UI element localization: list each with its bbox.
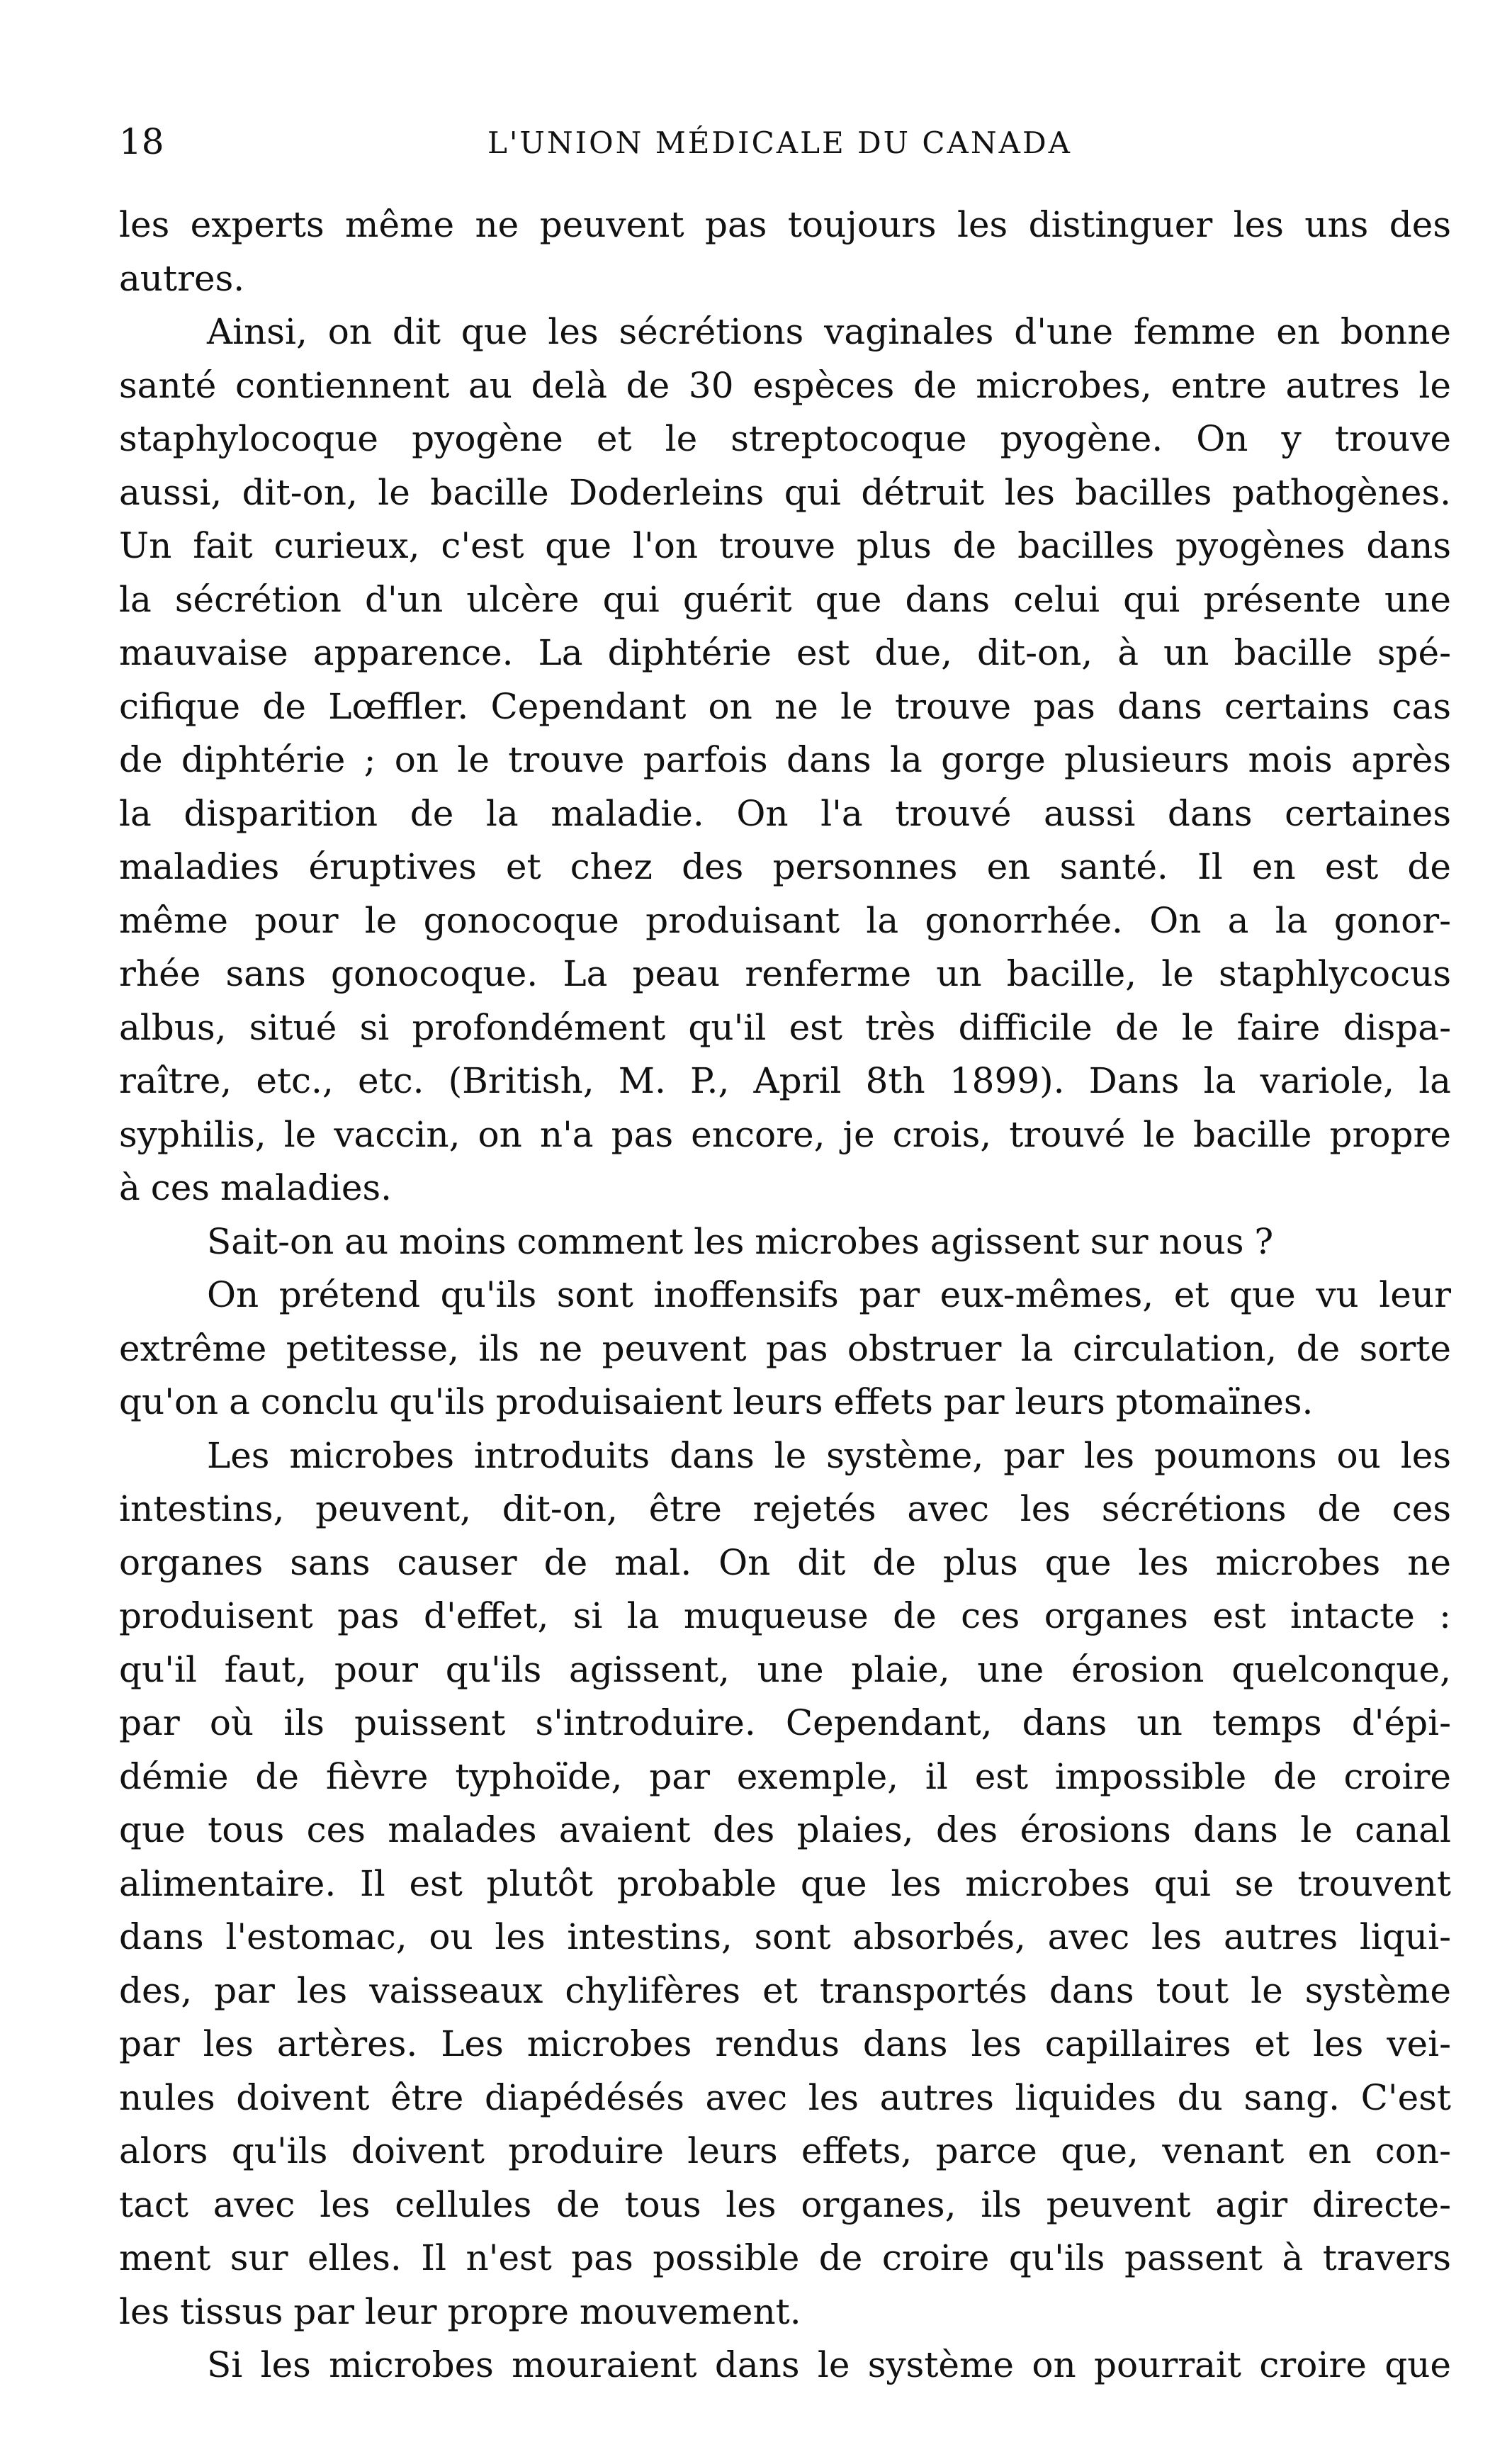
text-line: organes sans causer de mal. On dit de plus que les microbes ne: [119, 1541, 1451, 1583]
text-line: dans l'estomac, ou les intestins, sont absorbés, avec les autres liqui-: [119, 1916, 1451, 1957]
text-line: intestins, peuvent, dit-on, être rejetés avec les sécrétions de ces: [119, 1488, 1451, 1529]
text-line: ment sur elles. Il n'est pas possible de croire qu'ils passent à travers: [119, 2237, 1451, 2278]
text-line: par les artères. Les microbes rendus dans les capillaires et les vei-: [119, 2023, 1451, 2064]
text-line: des, par les vaisseaux chylifères et transportés dans tout le système: [119, 1969, 1451, 2011]
text-line: Sait-on au moins comment les microbes agissent sur nous ?: [207, 1220, 1274, 1262]
text-line: autres.: [119, 257, 245, 299]
text-line: aussi, dit-on, le bacille Doderleins qui détruit les bacilles pathogènes.: [119, 471, 1451, 513]
text-line: à ces maladies.: [119, 1167, 393, 1208]
text-line: raître, etc., etc. (British, M. P., April 8th 1899). Dans la variole, la: [119, 1060, 1451, 1101]
text-line: les experts même ne peuvent pas toujours les distinguer les uns des: [119, 204, 1451, 245]
text-line: staphylocoque pyogène et le streptocoque pyogène. On y trouve: [119, 418, 1451, 459]
text-line: qu'il faut, pour qu'ils agissent, une plaie, une érosion quelconque,: [119, 1648, 1451, 1690]
text-line: rhée sans gonocoque. La peau renferme un bacille, le staphlycocus: [119, 953, 1451, 994]
text-line: alimentaire. Il est plutôt probable que les microbes qui se trouvent: [119, 1862, 1451, 1904]
text-line: alors qu'ils doivent produire leurs effets, parce que, venant en con-: [119, 2130, 1451, 2171]
text-line: démie de fièvre typhoïde, par exemple, il est impossible de croire: [119, 1755, 1451, 1797]
text-line: la sécrétion d'un ulcère qui guérit que dans celui qui présente une: [119, 578, 1451, 620]
text-line: cifique de Lœffler. Cependant on ne le trouve pas dans certains cas: [119, 685, 1451, 727]
text-line: extrême petitesse, ils ne peuvent pas obstruer la circulation, de sorte: [119, 1327, 1451, 1369]
text-line: qu'on a conclu qu'ils produisaient leurs effets par leurs ptomaïnes.: [119, 1381, 1314, 1422]
text-line: produisent pas d'effet, si la muqueuse de ces organes est intacte :: [119, 1595, 1451, 1636]
journal-title: L'UNION MÉDICALE DU CANADA: [487, 125, 1072, 160]
text-line: Si les microbes mouraient dans le système on pourrait croire que: [207, 2344, 1451, 2385]
text-line: que tous ces malades avaient des plaies, des érosions dans le canal: [119, 1809, 1451, 1850]
text-line: albus, situé si profondément qu'il est très difficile de le faire dispa-: [119, 1006, 1451, 1048]
text-line: On prétend qu'ils sont inoffensifs par eux-mêmes, et que vu leur: [207, 1274, 1451, 1315]
body-text: [119, 198, 1451, 2392]
text-line: de diphtérie ; on le trouve parfois dans la gorge plusieurs mois après: [119, 739, 1451, 780]
text-line: les tissus par leur propre mouvement.: [119, 2290, 801, 2332]
text-line: même pour le gonocoque produisant la gonorrhée. On a la gonor-: [119, 899, 1451, 941]
document-page: [119, 120, 1451, 2392]
text-line: santé contiennent au delà de 30 espèces de microbes, entre autres le: [119, 364, 1451, 406]
text-line: tact avec les cellules de tous les organes, ils peuvent agir directe-: [119, 2183, 1451, 2225]
text-line: Un fait curieux, c'est que l'on trouve plus de bacilles pyogènes dans: [119, 525, 1451, 566]
text-line: nules doivent être diapédésés avec les autres liquides du sang. C'est: [119, 2076, 1451, 2118]
text-line: syphilis, le vaccin, on n'a pas encore, je crois, trouvé le bacille propre: [119, 1113, 1451, 1155]
running-head: [119, 120, 1451, 170]
text-line: par où ils puissent s'introduire. Cependant, dans un temps d'épi-: [119, 1702, 1451, 1743]
page-number: 18: [119, 121, 164, 162]
text-line: la disparition de la maladie. On l'a trouvé aussi dans certaines: [119, 792, 1451, 834]
text-line: Les microbes introduits dans le système, par les poumons ou les: [207, 1434, 1451, 1476]
text-line: maladies éruptives et chez des personnes en santé. Il en est de: [119, 846, 1451, 887]
text-line: Ainsi, on dit que les sécrétions vaginales d'une femme en bonne: [207, 311, 1451, 352]
text-line: mauvaise apparence. La diphtérie est due, dit-on, à un bacille spé-: [119, 632, 1451, 673]
